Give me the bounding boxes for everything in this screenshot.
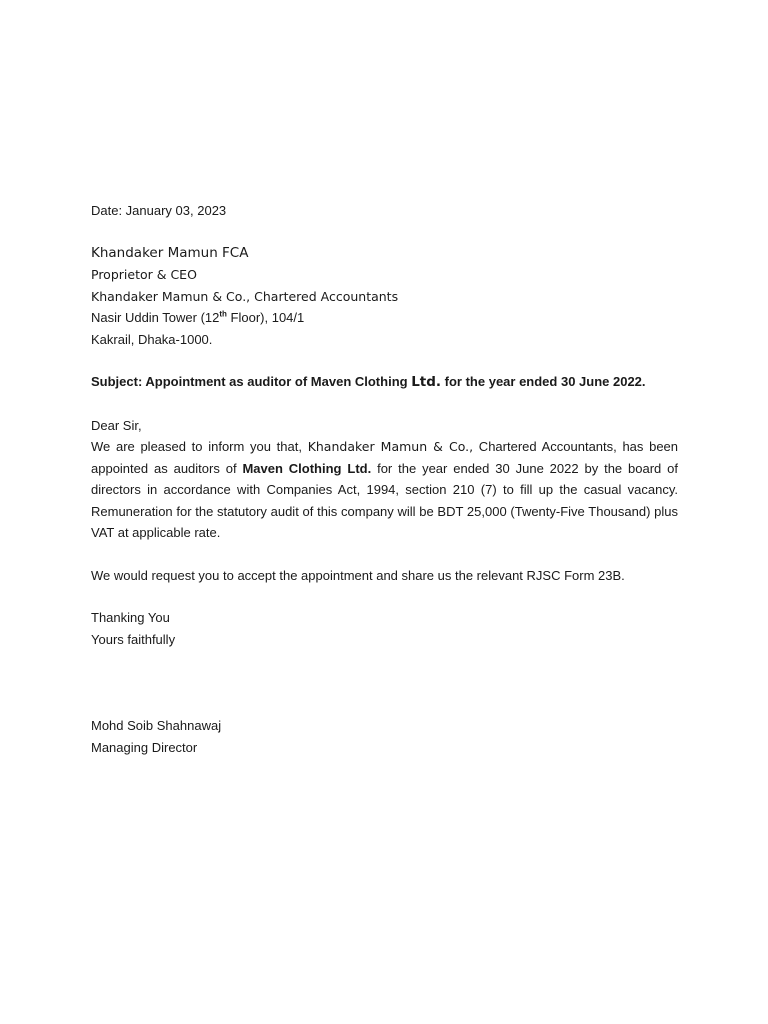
signatory-name: Mohd Soib Shahnawaj (91, 718, 222, 733)
paragraph1-part2: Chartered Accountants, has been appointed as auditors of (91, 439, 679, 476)
recipient-name: Khandaker Mamun FCA (91, 244, 249, 261)
address-floor-superscript: th (219, 309, 227, 319)
recipient-address-line2: Kakrail, Dhaka-1000. (91, 331, 213, 347)
recipient-title: Proprietor & CEO (91, 267, 197, 282)
paragraph1-part1: We are pleased to inform you that, (91, 439, 308, 454)
paragraph1-company: Maven Clothing Ltd. (242, 460, 372, 476)
subject-company-suffix: Ltd. (411, 374, 442, 390)
subject-text-end: for the year ended 30 June 2022. (441, 374, 646, 389)
letter-subject (91, 371, 678, 394)
paragraph1-part3: for the year ended 30 June 2022 by the board of directors in accordance with Companies Act, 1994, section 210 (7) to fill up the casual vacancy. Remuneration for the statutory audit of this company will be BDT 25,000 (Twenty-Five Thousand) plus VAT at applicable rate. (91, 460, 678, 540)
letter-date: Date: January 03, 2023 (91, 203, 227, 218)
letter-page (91, 200, 678, 758)
address-line1-text: Nasir Uddin Tower (12 (91, 310, 220, 325)
closing-line-1: Thanking You (91, 610, 170, 625)
closing-line-2: Yours faithfully (91, 631, 176, 647)
signatory-title: Managing Director (91, 739, 198, 755)
recipient-firm: Khandaker Mamun & Co., Chartered Accountants (91, 288, 399, 304)
salutation: Dear Sir, (91, 417, 142, 433)
paragraph1-firm: Khandaker Mamun & Co., (307, 439, 474, 454)
address-line1-rest: Floor), 104/1 (226, 310, 305, 325)
recipient-address-line1 (91, 307, 678, 329)
body-paragraph-1 (91, 436, 678, 544)
subject-text: Subject: Appointment as auditor of Maven Clothing (91, 374, 412, 389)
body-paragraph-2: We would request you to accept the appointment and share us the relevant RJSC Form 23B. (91, 567, 625, 583)
